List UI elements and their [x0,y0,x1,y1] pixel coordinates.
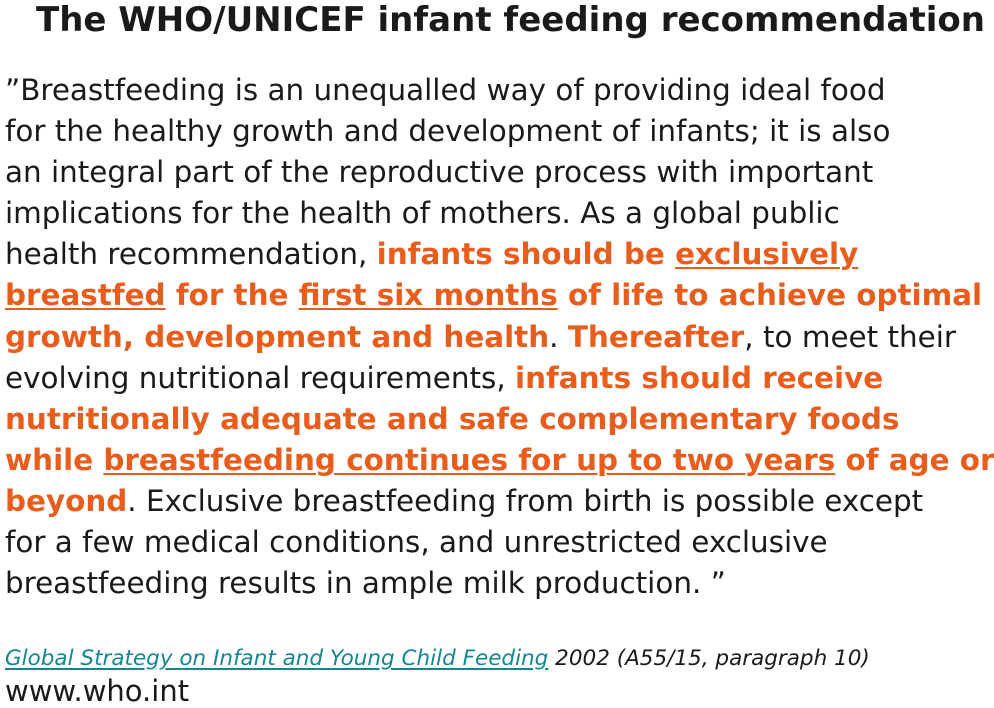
quote-line-13: breastfeeding results in ample milk production. ” [5,566,726,601]
quote-line-7 [5,317,965,358]
quote-text: . [549,319,568,354]
quote-text: . Exclusive breastfeeding from birth is possible except [127,483,924,518]
highlight-text: of age or [835,442,994,477]
quote-line-1: ”Breastfeeding is an unequalled way of providing ideal food [5,73,886,107]
highlight-underlined-text: exclusively [675,237,859,272]
highlight-underlined-text: breastfed [5,278,166,313]
quote-line-9: nutritionally adequate and safe complementary foods [5,401,900,436]
who-url: www.who.int [5,674,190,708]
quote-text: health recommendation, [5,237,377,272]
quote-line-5 [5,234,965,275]
quote-line-2: for the healthy growth and development of infants; it is also [5,114,891,149]
quote-line-12: for a few medical conditions, and unrestricted exclusive [5,525,828,560]
highlight-underlined-text: first six months [298,278,558,313]
quote-line-4: implications for the health of mothers. As a global public [5,196,840,231]
quote-line-10 [5,440,994,481]
highlight-text: beyond [5,483,128,518]
highlight-text: of life to achieve optimal [557,278,983,313]
highlight-text: Thereafter [567,319,745,354]
quote-block [5,70,994,604]
quote-text: evolving nutritional requirements, [5,360,516,395]
highlight-underlined-text: breastfeeding continues for up to two years [103,442,836,477]
global-strategy-link[interactable]: Global Strategy on Infant and Young Child Feeding [5,646,549,671]
quote-text: , to meet their [744,319,956,354]
quote-line-11 [5,481,965,522]
highlight-text: infants should be [376,237,676,272]
highlight-text: while [5,442,104,477]
quote-line-6 [5,275,983,316]
citation-details: 2002 (A55/15, paragraph 10) [548,646,870,671]
highlight-text: growth, development and health [5,319,550,354]
citation [5,644,870,674]
page-title: The WHO/UNICEF infant feeding recommendation [36,0,985,40]
highlight-text: for the [165,278,299,313]
quote-line-8 [5,358,965,399]
highlight-text: infants should receive [515,360,884,395]
quote-line-3: an integral part of the reproductive process with important [5,155,874,190]
